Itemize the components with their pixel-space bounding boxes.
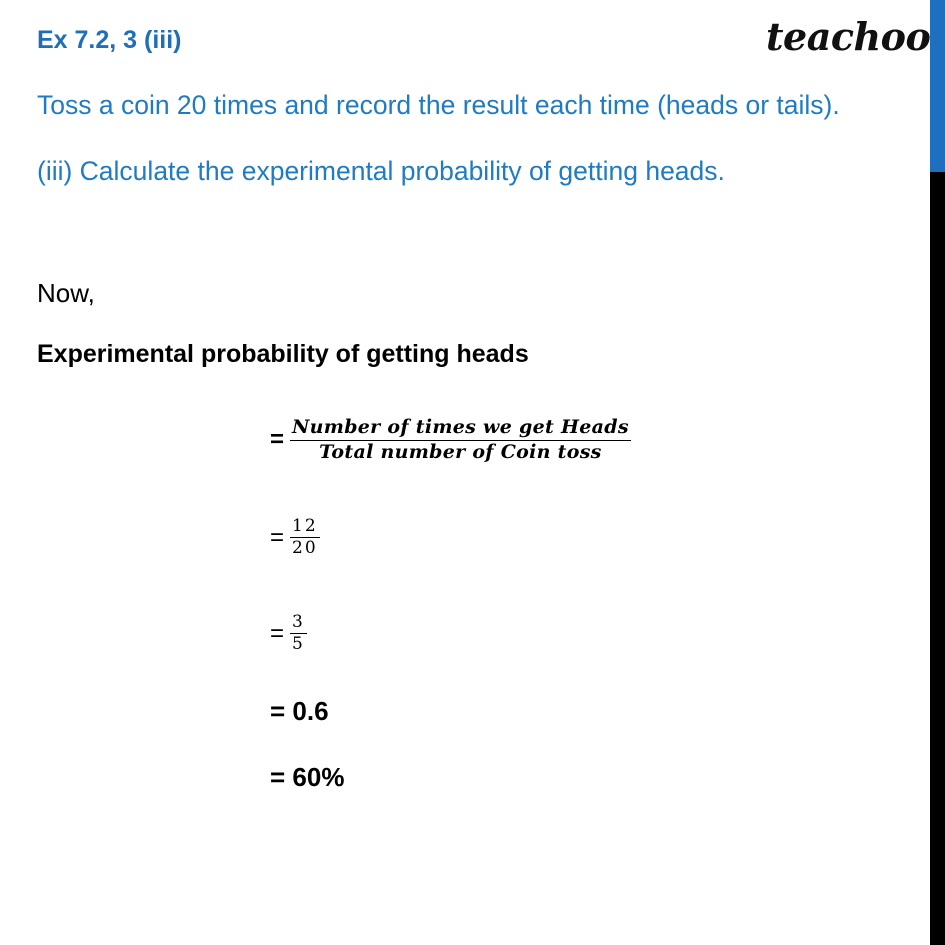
formula-denominator: Total number of Coin toss <box>319 440 602 463</box>
step-simplified <box>270 612 307 656</box>
substitution-numerator: 12 <box>292 516 318 536</box>
substitution-fraction <box>290 516 320 560</box>
step-percent <box>270 762 344 793</box>
teachoo-logo: teachoo <box>766 14 931 59</box>
formula-fraction <box>290 416 631 465</box>
equals-sign: = <box>270 619 285 647</box>
simplified-denominator: 5 <box>292 634 305 655</box>
exercise-title: Ex 7.2, 3 (iii) <box>37 26 182 54</box>
scroll-thumb[interactable] <box>930 0 945 172</box>
simplified-numerator: 3 <box>292 612 305 632</box>
substitution-denominator: 20 <box>292 538 318 559</box>
decimal-result: = 0.6 <box>270 696 329 726</box>
equals-sign: = <box>270 523 285 551</box>
step-formula <box>270 416 631 465</box>
simplified-fraction <box>290 612 307 656</box>
equals-sign: = <box>270 426 285 454</box>
formula-numerator: Number of times we get Heads <box>292 416 629 438</box>
step-decimal <box>270 696 329 727</box>
question-line-1: Toss a coin 20 times and record the result each time (heads or tails). <box>37 90 840 120</box>
solution-intro: Now, <box>37 278 95 308</box>
scrollbar[interactable] <box>930 0 945 945</box>
question-line-2: (iii) Calculate the experimental probability of getting heads. <box>37 156 725 186</box>
percent-result: = 60% <box>270 762 345 792</box>
solution-heading: Experimental probability of getting heads <box>37 340 529 368</box>
step-substitution <box>270 516 320 560</box>
